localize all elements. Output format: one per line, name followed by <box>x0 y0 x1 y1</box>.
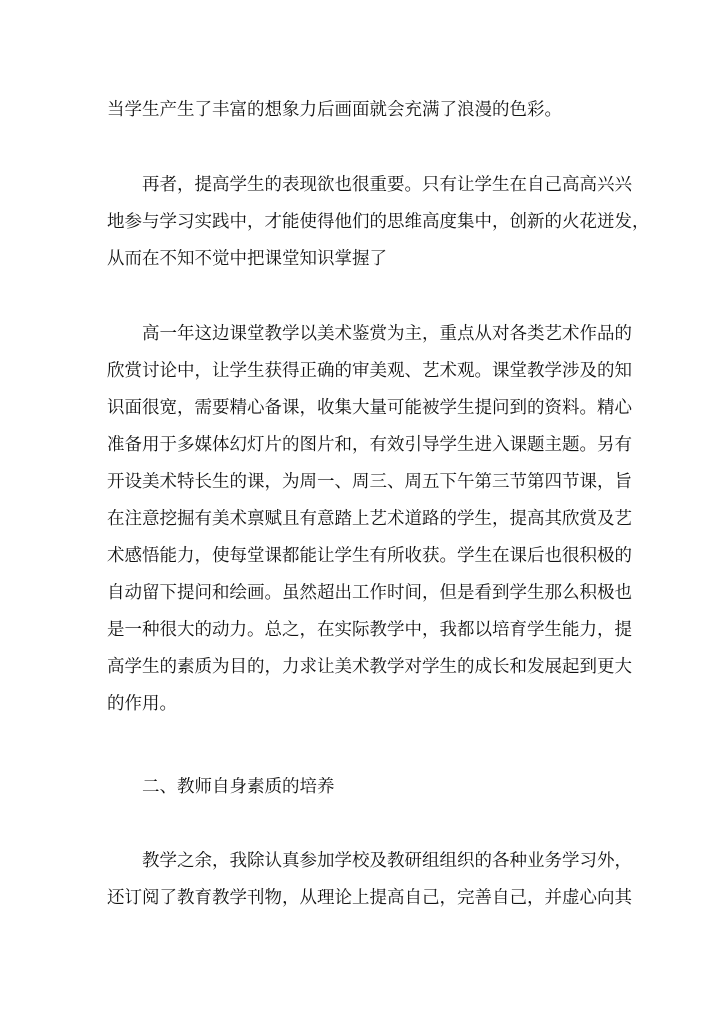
paragraph-line: 高学生的素质为目的，力求让美术教学对学生的成长和发展起到更大 <box>107 657 632 677</box>
paragraph-line: 高一年这边课堂教学以美术鉴赏为主，重点从对各类艺术作品的 <box>142 324 632 344</box>
paragraph-line: 当学生产生了丰富的想象力后画面就会充满了浪漫的色彩。 <box>107 100 562 120</box>
paragraph-line: 地参与学习实践中，才能使得他们的思维高度集中，创新的火花迸发， <box>107 212 650 232</box>
paragraph-line: 术感悟能力，使每堂课都能让学生有所收获。学生在课后也很积极的 <box>107 546 632 566</box>
section-heading: 二、教师自身素质的培养 <box>142 777 335 797</box>
paragraph-line: 再者，提高学生的表现欲也很重要。只有让学生在自己高高兴兴 <box>142 175 632 195</box>
paragraph-line: 还订阅了教育教学刊物，从理论上提高自己，完善自己，并虚心向其 <box>107 888 632 908</box>
paragraph-line: 欣赏讨论中，让学生获得正确的审美观、艺术观。课堂教学涉及的知 <box>107 361 632 381</box>
paragraph-line: 自动留下提问和绘画。虽然超出工作时间，但是看到学生那么积极也 <box>107 583 632 603</box>
paragraph-line: 教学之余，我除认真参加学校及教研组组织的各种业务学习外， <box>142 851 632 871</box>
paragraph-line: 开设美术特长生的课，为周一、周三、周五下午第三节第四节课，旨 <box>107 472 632 492</box>
paragraph-line: 从而在不知不觉中把课堂知识掌握了 <box>107 249 387 269</box>
paragraph-line: 准备用于多媒体幻灯片的图片和，有效引导学生进入课题主题。另有 <box>107 435 632 455</box>
paragraph-line: 的作用。 <box>107 694 177 714</box>
paragraph-line: 识面很宽，需要精心备课，收集大量可能被学生提问到的资料。精心 <box>107 398 632 418</box>
paragraph-line: 在注意挖掘有美术禀赋且有意踏上艺术道路的学生，提高其欣赏及艺 <box>107 509 632 529</box>
paragraph-line: 是一种很大的动力。总之，在实际教学中，我都以培育学生能力，提 <box>107 620 632 640</box>
